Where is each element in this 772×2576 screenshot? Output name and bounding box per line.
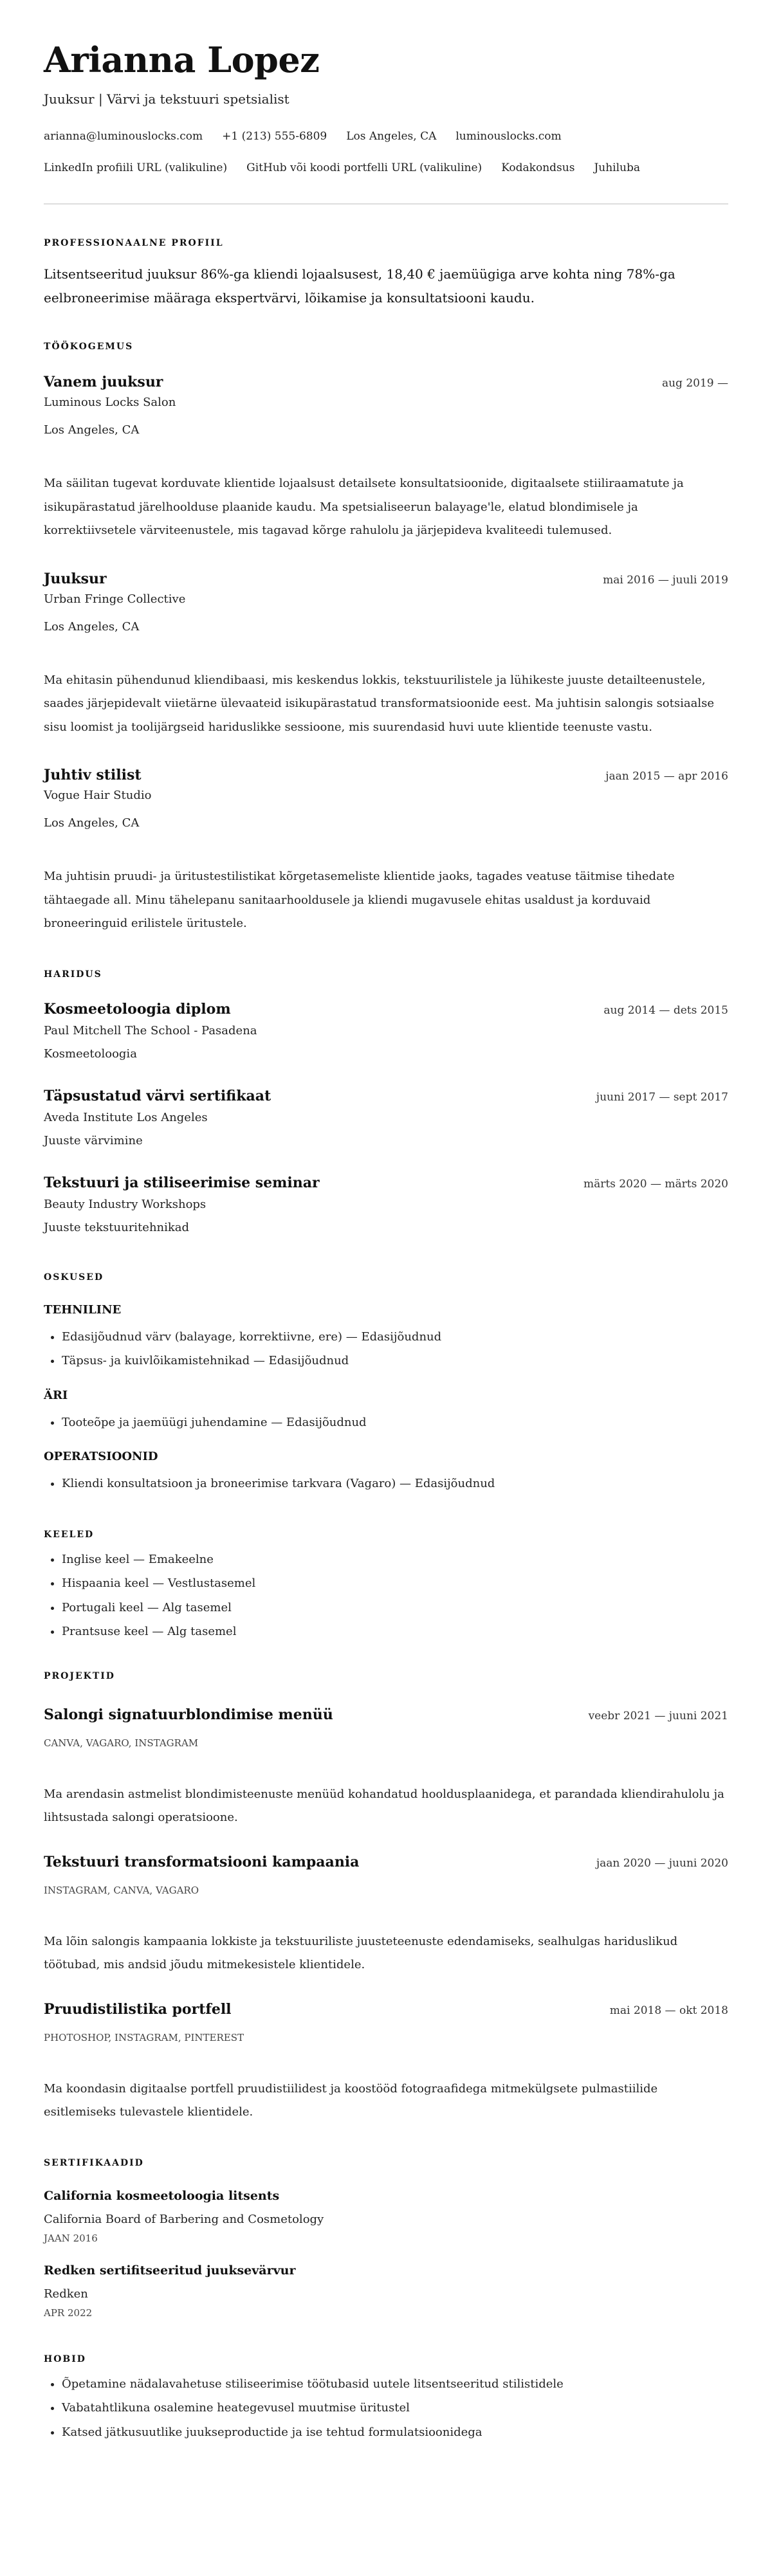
job-location: Los Angeles, CA [44,816,140,830]
education-dates: märts 2020 — märts 2020 [583,1177,728,1191]
section-heading: OSKUSED [44,1272,104,1283]
project-dates: mai 2018 — okt 2018 [609,2004,728,2017]
header-divider [44,203,728,205]
job-company: Urban Fringe Collective [44,592,186,606]
job-dates: aug 2019 — [661,377,728,390]
contact-location: Los Angeles, CA [346,130,437,143]
certification-issuer: California Board of Barbering and Cosmetology [44,2212,324,2226]
profile-section [44,237,728,310]
project-description: Ma lõin salongis kampaania lokkiste ja tekstuuriliste juusteteenuste edendamiseks, sealhulgas hariduslikud töötubad, mis andsid jõudu mitmekesistele klientidele. [44,1934,678,1971]
degree-title: Tekstuuri ja stiliseerimise seminar [44,1174,320,1191]
education-dates: aug 2014 — dets 2015 [603,1003,728,1017]
job-location: Los Angeles, CA [44,423,140,437]
degree-title: Kosmeetoloogia diplom [44,1000,231,1018]
section-heading: PROFESSIONAALNE PROFIIL [44,238,224,248]
section-heading: KEELED [44,1529,95,1540]
skill-category: OPERATSIOONID [44,1450,158,1463]
project-tech: CANVA, VAGARO, INSTAGRAM [44,1737,199,1749]
project-tech: PHOTOSHOP, INSTAGRAM, PINTEREST [44,2031,244,2043]
school-name: Aveda Institute Los Angeles [44,1110,208,1124]
section-heading: HARIDUS [44,969,102,980]
experience-item [44,569,728,740]
hobby-item: • Vabatahtlikuna osalemine heategevusel muutmise üritustel [62,2396,728,2420]
resume-header [44,39,728,205]
section-heading: TÖÖKOGEMUS [44,342,134,352]
job-company: Vogue Hair Studio [44,789,152,802]
field-of-study: Juuste värvimine [44,1133,143,1147]
project-title: Tekstuuri transformatsiooni kampaania [44,1853,360,1870]
job-location: Los Angeles, CA [44,619,140,634]
skill-category: ÄRI [44,1388,68,1402]
job-dates: jaan 2015 — apr 2016 [605,770,728,783]
project-dates: veebr 2021 — juuni 2021 [588,1709,728,1722]
language-item: • Hispaania keel — Vestlustasemel [62,1571,728,1596]
skills-section [44,1271,728,1496]
hobbies-section [44,2353,728,2445]
hobby-list [44,2372,728,2445]
languages-section [44,1528,728,1644]
certification-item [44,2187,728,2246]
profile-summary: Litsentseeritud juuksur 86%-ga kliendi lojaalsusest, 18,40 € jaemüügiga arve kohta ning 78%-ga eelbroneerimise määraga ekspertvärvi, lõikamise ja konsultatsiooni kaudu. [44,266,676,306]
project-description: Ma koondasin digitaalse portfell pruudistiilidest ja koostööd fotograafidega mitmekülgsete pulmastiilide esitlemiseks tulevastele klientidele. [44,2081,658,2119]
school-name: Paul Mitchell The School - Pasadena [44,1023,257,1037]
school-name: Beauty Industry Workshops [44,1197,207,1211]
job-title: Vanem juuksur [44,374,163,390]
project-item [44,2000,728,2124]
experience-item [44,372,728,543]
skill-item: • Kliendi konsultatsioon ja broneerimise tarkvara (Vagaro) — Edasijõudnud [62,1472,728,1496]
candidate-name: Arianna Lopez [44,39,320,80]
hobby-item: • Katsed jätkusuutlike juukseproductide ja ise tehtud formulatsioonidega [62,2420,728,2445]
certifications-section [44,2157,728,2321]
contact-list [44,121,728,184]
job-description: Ma säilitan tugevat korduvate klientide lojaalsust detailsete konsultatsioonide, digitaalsete stiiliraamatute ja isikupärastatud järelhoolduse plaanide kaudu. Ma spetsialiseerun balayage'le, elatud blondimisele ja korrektiivsetele värviteenustele, mis tagavad kõrge rahulolu ja järjepideva kvaliteedi tulemused. [44,477,684,537]
project-description: Ma arendasin astmelist blondimisteenuste menüüd kohandatud hooldusplaanidega, et parandada kliendirahulolu ja lihtsustada salongi operatsioone. [44,1787,724,1824]
field-of-study: Juuste tekstuuritehnikad [44,1220,190,1234]
section-heading: HOBID [44,2353,86,2364]
job-title: Juuksur [44,570,107,587]
skill-item: • Tooteõpe ja jaemüügi juhendamine — Edasijõudnud [62,1411,728,1435]
certification-date: APR 2022 [44,2307,93,2319]
certification-title: Redken sertifitseeritud juuksevärvur [44,2263,296,2278]
project-item [44,1705,728,1830]
education-section [44,968,728,1239]
contact-citizenship: Kodakondsus [501,161,575,174]
experience-section [44,340,728,936]
job-dates: mai 2016 — juuli 2019 [603,573,728,587]
job-title: Juhtiv stilist [44,767,142,783]
project-dates: jaan 2020 — juuni 2020 [596,1856,728,1870]
education-item [44,1086,728,1152]
contact-phone[interactable]: +1 (213) 555-6809 [222,130,327,143]
skill-list [44,1411,728,1435]
degree-title: Täpsustatud värvi sertifikaat [44,1087,271,1104]
job-description: Ma ehitasin pühendunud kliendibaasi, mis keskendus lokkis, tekstuurilistele ja lühikeste juuste detailteenustele, saades järjepidevalt viietärne ülevaateid isikupärastatud transformatsioonide eest. Ma juhtisin salongis sotsiaalse sisu loomist ja toolijärgseid hariduslikke sessioone, mis suurendasid huvi uute klientide teenuste vastu. [44,673,714,734]
language-item: • Prantsuse keel — Alg tasemel [62,1620,728,1644]
candidate-headline: Juuksur | Värvi ja tekstuuri spetsialist [44,91,290,107]
project-title: Pruudistilistika portfell [44,2000,232,2018]
certification-item [44,2261,728,2321]
hobby-item: • Õpetamine nädalavahetuse stiliseerimise töötubasid uutele litsentseeritud stilistidele [62,2372,728,2397]
language-list [44,1548,728,1644]
section-heading: PROJEKTID [44,1670,115,1681]
project-title: Salongi signatuurblondimise menüü [44,1706,333,1723]
section-heading: SERTIFIKAADID [44,2157,144,2168]
projects-section [44,1670,728,2124]
education-item [44,1173,728,1239]
education-item [44,1000,728,1065]
skill-item: • Täpsus- ja kuivlõikamistehnikad — Edasijõudnud [62,1349,728,1373]
project-tech: INSTAGRAM, CANVA, VAGARO [44,1884,199,1896]
skill-list [44,1472,728,1496]
job-company: Luminous Locks Salon [44,396,176,409]
job-description: Ma juhtisin pruudi- ja üritustestilistikat kõrgetasemeliste klientide jaoks, tagades veatuse täitmise tihedate tähtaegade all. Minu tähelepanu sanitaarhooldusele ja kliendi mugavusele ehitas usaldust ja korduvaid broneeringuid erilistele üritustele. [44,870,675,930]
education-dates: juuni 2017 — sept 2017 [596,1090,728,1104]
field-of-study: Kosmeetoloogia [44,1046,137,1061]
certification-issuer: Redken [44,2287,88,2301]
skill-list [44,1325,728,1373]
contact-github[interactable]: GitHub või koodi portfelli URL (valikuline) [246,161,482,174]
skill-category: TEHNILINE [44,1302,122,1317]
contact-email[interactable]: arianna@luminouslocks.com [44,130,203,143]
certification-date: JAAN 2016 [44,2232,98,2244]
certification-title: California kosmeetoloogia litsents [44,2188,280,2203]
contact-website[interactable]: luminouslocks.com [455,130,562,143]
contact-linkedin[interactable]: LinkedIn profiili URL (valikuline) [44,161,228,174]
contact-drivers-license: Juhiluba [594,161,641,174]
language-item: • Inglise keel — Emakeelne [62,1548,728,1572]
project-item [44,1852,728,1977]
language-item: • Portugali keel — Alg tasemel [62,1596,728,1620]
experience-item [44,765,728,936]
skill-item: • Edasijõudnud värv (balayage, korrektiivne, ere) — Edasijõudnud [62,1325,728,1349]
